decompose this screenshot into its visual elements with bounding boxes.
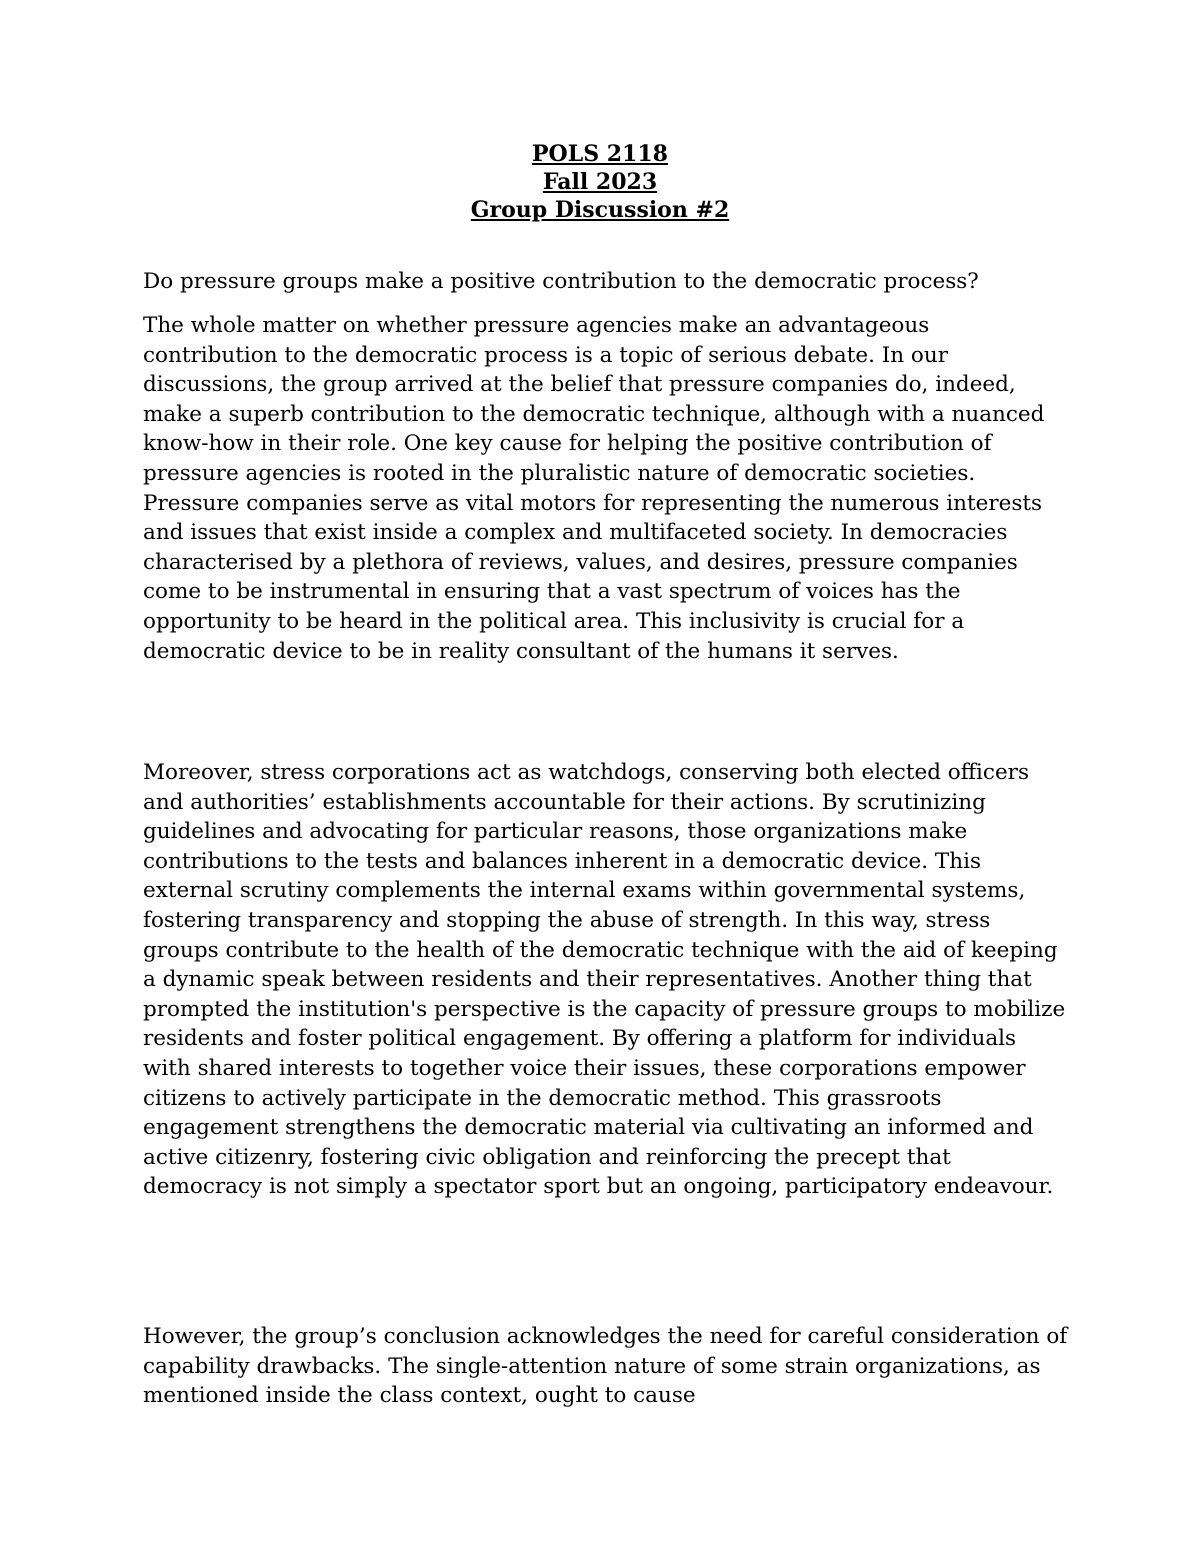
- body-paragraph: The whole matter on whether pressure agencies make an advantageous contribution to the democratic process is a topic of serious debate. In our discussions, the group arrived at the belief that pressure companies do, indeed, make a superb contribution to the democratic technique, although with a nuanced know-how in their role. One key cause for helping the positive contribution of pressure agencies is rooted in the pluralistic nature of democratic societies. Pressure companies serve as vital motors for representing the numerous interests and issues that exist inside a complex and multifaceted society. In democracies characterised by a plethora of reviews, values, and desires, pressure companies come to be instrumental in ensuring that a vast spectrum of voices has the opportunity to be heard in the political area. This inclusivity is crucial for a democratic device to be in reality consultant of the humans it serves.: [143, 313, 1045, 664]
- body-paragraph: However, the group’s conclusion acknowledges the need for careful consideration of capability drawbacks. The single-attention nature of some strain organizations, as mentioned inside the class context, ought to cause: [143, 1324, 1068, 1409]
- document-header: [0, 140, 1200, 224]
- course-code: POLS 2118: [532, 141, 668, 167]
- term: Fall 2023: [542, 169, 658, 195]
- discussion-question: Do pressure groups make a positive contribution to the democratic process?: [143, 269, 979, 294]
- document-title: Group Discussion #2: [470, 197, 730, 223]
- body-paragraph: Moreover, stress corporations act as watchdogs, conserving both elected officers and authorities’ establishments accountable for their actions. By scrutinizing guidelines and advocating for particular reasons, those organizations make contributions to the tests and balances inherent in a democratic device. This external scrutiny complements the internal exams within governmental systems, fostering transparency and stopping the abuse of strength. In this way, stress groups contribute to the health of the democratic technique with the aid of keeping a dynamic speak between residents and their representatives. Another thing that prompted the institution's perspective is the capacity of pressure groups to mobilize residents and foster political engagement. By offering a platform for individuals with shared interests to together voice their issues, these corporations empower citizens to actively participate in the democratic method. This grassroots engagement strengthens the democratic material via cultivating an informed and active citizenry, fostering civic obligation and reinforcing the precept that democracy is not simply a spectator sport but an ongoing, participatory endeavour.: [143, 760, 1066, 1200]
